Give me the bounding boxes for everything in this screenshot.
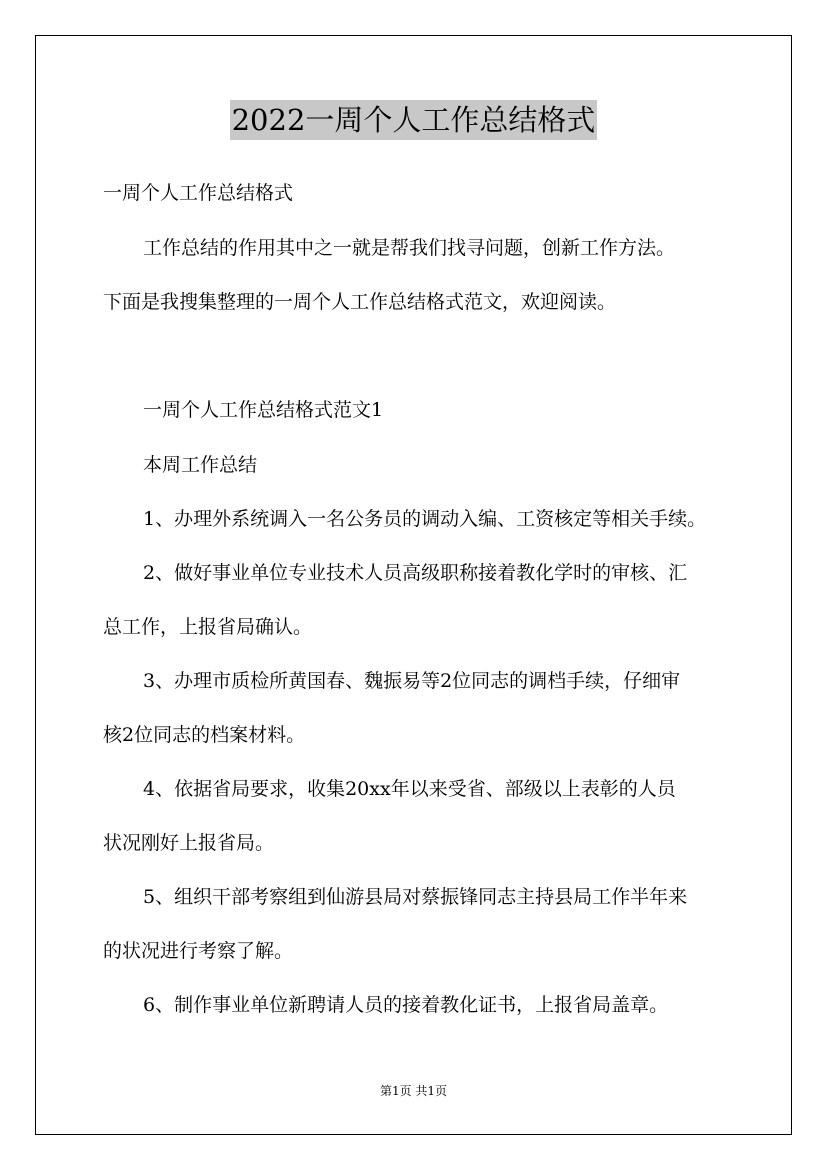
- item-4-line-2: 状况刚好上报省局。: [103, 832, 275, 854]
- item-2-line-1: 2、做好事业单位专业技术人员高级职称接着教化学时的审核、汇: [143, 562, 688, 584]
- item-2-line-2: 总工作，上报省局确认。: [103, 616, 313, 638]
- section-subtitle: 本周工作总结: [143, 454, 258, 476]
- item-6-line-1: 6、制作事业单位新聘请人员的接着教化证书，上报省局盖章。: [143, 994, 669, 1016]
- item-5-line-1: 5、组织干部考察组到仙游县局对蔡振锋同志主持县局工作半年来: [143, 886, 688, 908]
- section-title: 一周个人工作总结格式范文1: [143, 399, 384, 421]
- item-1-line-1: 1、办理外系统调入一名公务员的调动入编、工资核定等相关手续。: [143, 508, 707, 530]
- intro-line-1: 工作总结的作用其中之一就是帮我们找寻问题，创新工作方法。: [143, 237, 676, 259]
- subtitle: 一周个人工作总结格式: [103, 182, 294, 204]
- page-footer: 第1页 共1页: [379, 1084, 448, 1098]
- document-title: 2022一周个人工作总结格式: [230, 100, 598, 140]
- title-container: [0, 100, 827, 140]
- intro-line-2: 下面是我搜集整理的一周个人工作总结格式范文，欢迎阅读。: [103, 291, 617, 313]
- item-3-line-1: 3、办理市质检所黄国春、魏振易等2位同志的调档手续，仔细审: [143, 670, 681, 692]
- item-4-line-1: 4、依据省局要求，收集20xx年以来受省、部级以上表彰的人员: [143, 778, 676, 800]
- item-5-line-2: 的状况进行考察了解。: [103, 940, 294, 962]
- item-3-line-2: 核2位同志的档案材料。: [103, 724, 306, 746]
